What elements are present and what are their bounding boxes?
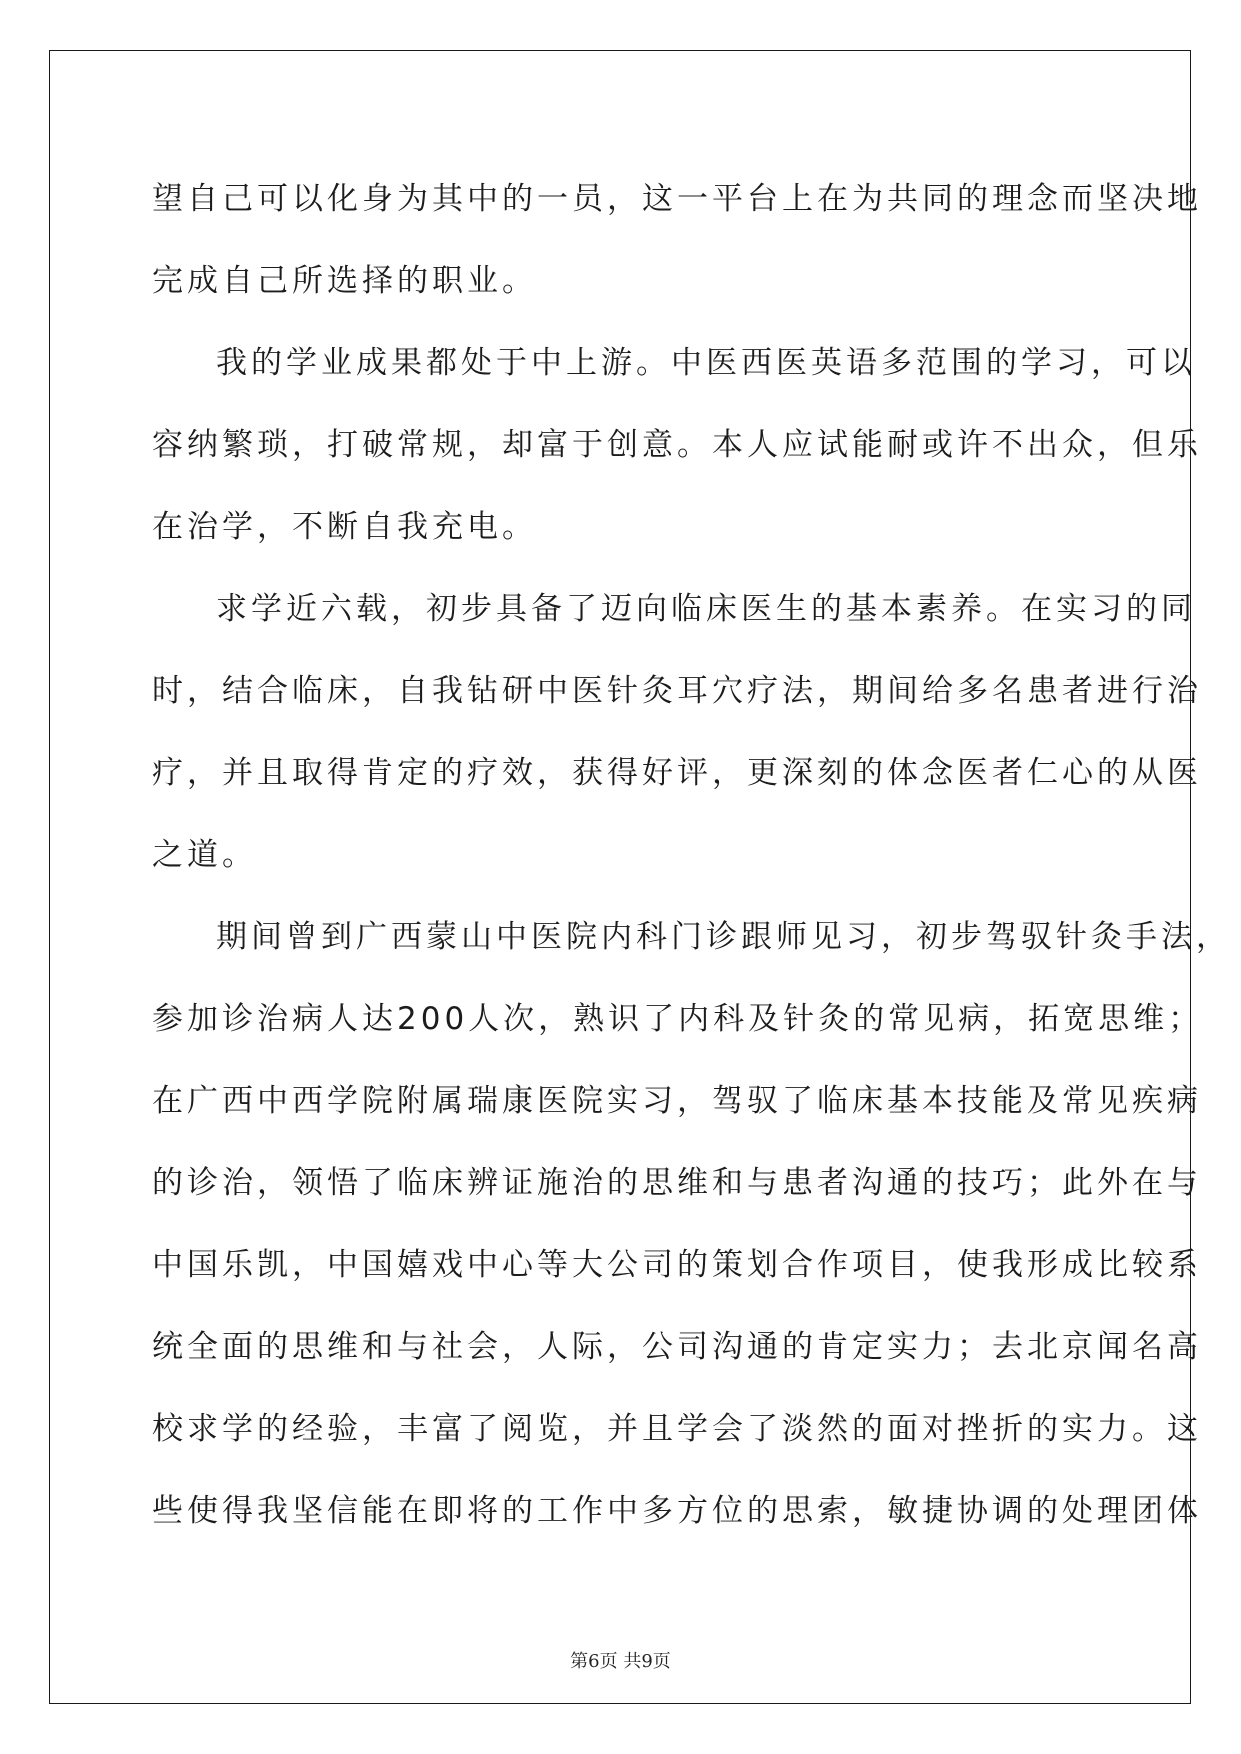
text-line: 期间曾到广西蒙山中医院内科门诊跟师见习，初步驾驭针灸手法， xyxy=(216,919,1231,955)
text-line: 在广西中西学院附属瑞康医院实习，驾驭了临床基本技能及常见疾病 xyxy=(152,1083,1202,1119)
text-line: 容纳繁琐，打破常规，却富于创意。本人应试能耐或许不出众，但乐 xyxy=(152,427,1202,463)
text-line: 些使得我坚信能在即将的工作中多方位的思索，敏捷协调的处理团体 xyxy=(152,1493,1202,1529)
text-line: 之道。 xyxy=(152,837,257,873)
text-line: 求学近六载，初步具备了迈向临床医生的基本素养。在实习的同 xyxy=(216,591,1196,627)
text-line: 参加诊治病人达200人次，熟识了内科及针灸的常见病，拓宽思维； xyxy=(152,1001,1204,1037)
text-line: 疗，并且取得肯定的疗效，获得好评，更深刻的体念医者仁心的从医 xyxy=(152,755,1202,791)
text-line: 我的学业成果都处于中上游。中医西医英语多范围的学习，可以 xyxy=(216,345,1196,381)
document-body xyxy=(152,158,1231,1552)
text-line: 完成自己所选择的职业。 xyxy=(152,263,537,299)
text-line: 校求学的经验，丰富了阅览，并且学会了淡然的面对挫折的实力。这 xyxy=(152,1411,1202,1447)
text-line: 望自己可以化身为其中的一员，这一平台上在为共同的理念而坚决地 xyxy=(152,181,1202,217)
text-line: 在治学，不断自我充电。 xyxy=(152,509,537,545)
text-line: 统全面的思维和与社会，人际，公司沟通的肯定实力；去北京闻名高 xyxy=(152,1329,1202,1365)
text-line: 时，结合临床，自我钻研中医针灸耳穴疗法，期间给多名患者进行治 xyxy=(152,673,1202,709)
text-line: 的诊治，领悟了临床辨证施治的思维和与患者沟通的技巧；此外在与 xyxy=(152,1165,1202,1201)
page-footer: 第6页 共9页 xyxy=(570,1651,671,1672)
text-line: 中国乐凯，中国嬉戏中心等大公司的策划合作项目，使我形成比较系 xyxy=(152,1247,1202,1283)
